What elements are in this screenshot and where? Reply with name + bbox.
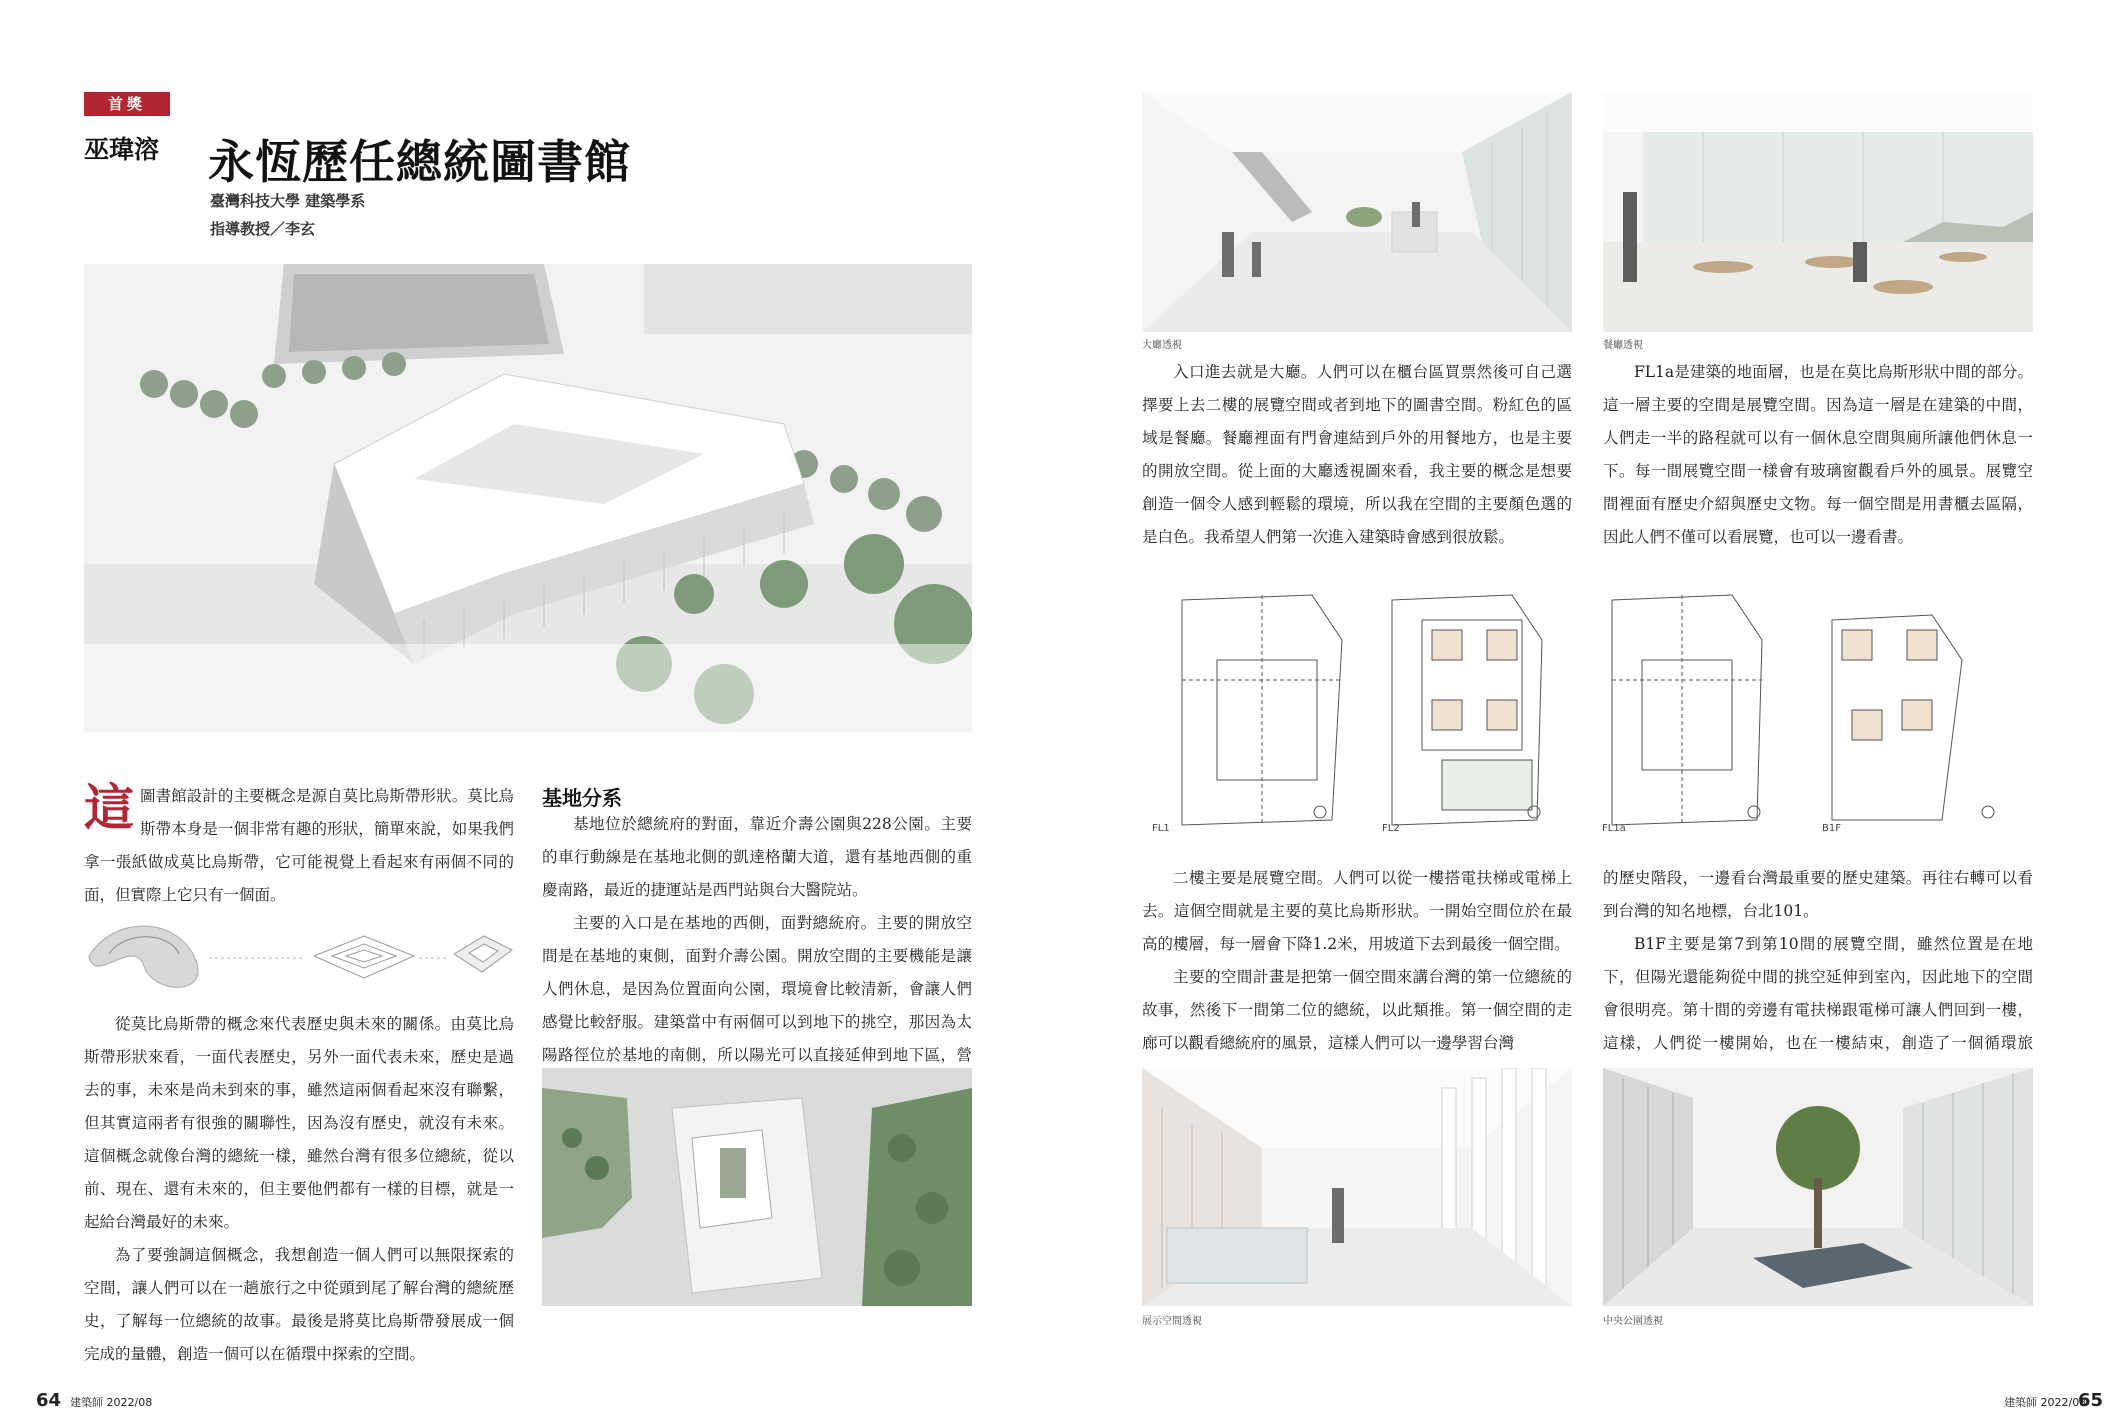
- dining-caption: 餐廳透視: [1603, 340, 1643, 351]
- award-badge: 首獎: [84, 92, 170, 116]
- author-name: 巫瑋溶: [84, 135, 160, 164]
- central-park-perspective-image: [1603, 1068, 2033, 1306]
- aerial-render-image: [84, 264, 972, 732]
- second-floor-paragraph-1: 二樓主要是展覽空間。人們可以從一樓搭電扶梯或電梯上去。這個空間就是主要的莫比烏斯形狀。一開始空間位於在最高的樓層，每一層會下降1.2米，用坡道下去到最後一個空間。: [1142, 869, 1572, 953]
- site-section-heading: 基地分系: [542, 786, 622, 810]
- lobby-caption: 大廳透視: [1142, 340, 1182, 351]
- advisor-line: 指導教授／李玄: [210, 220, 316, 238]
- intro-text-block-2: [84, 1008, 514, 1371]
- mobius-concept-diagram: [84, 916, 514, 998]
- exhibition-perspective-image: [1142, 1068, 1572, 1306]
- plan-label-fl1a: FL1a: [1602, 823, 1626, 834]
- fl1a-paragraph: FL1a是建築的地面層，也是在莫比烏斯形狀中間的部分。這一層主要的空間是展覽空間。因為這一層是在建築的中間，人們走一半的路程就可以有一個休息空間與廁所讓他們休息一下。每一間展覽空間一樣會有玻璃窗觀看戶外的風景。展覽空間裡面有歷史介紹與歷史文物。每一個空間是用書櫃去區隔，因此人們不僅可以看展覽，也可以一邊看書。: [1603, 363, 2033, 546]
- lobby-paragraph: 入口進去就是大廳。人們可以在櫃台區買票然後可自己選擇要上去二樓的展覽空間或者到地下的圖書空間。粉紅色的區域是餐廳。餐廳裡面有門會連結到戶外的用餐地方，也是主要的開放空間。從上面的大廳透視圖來看，我主要的概念是想要創造一個令人感到輕鬆的環境，所以我在空間的主要顏色選的是白色。我希望人們第一次進入建築時會感到很放鬆。: [1142, 363, 1572, 546]
- dining-perspective-image: [1603, 92, 2033, 332]
- site-text-block: [542, 808, 972, 1105]
- intro-text-block: [84, 780, 514, 912]
- site-paragraph-1: 基地位於總統府的對面，靠近介壽公園與228公園。主要的車行動線是在基地北側的凱達格蘭大道，還有基地西側的重慶南路，最近的捷運站是西門站與台大醫院站。: [542, 815, 972, 899]
- article-title: 永恆歷任總統圖書館: [208, 135, 631, 189]
- lobby-text-block: [1142, 356, 1572, 554]
- site-plan-image: [542, 1068, 972, 1306]
- intro-paragraph-3: 為了要強調這個概念，我想創造一個人們可以無限探索的空間，讓人們可以在一趟旅行之中從頭到尾了解台灣的總統歷史，了解每一位總統的故事。最後是將莫比烏斯帶發展成一個完成的量體，創造一個可以在循環中探索的空間。: [84, 1246, 514, 1363]
- intro-paragraph-2: 從莫比烏斯帶的概念來代表歷史與未來的關係。由莫比烏斯帶形狀來看，一面代表歷史，另外一面代表未來，歷史是過去的事，未來是尚未到來的事，雖然這兩個看起來沒有聯繫，但其實這兩者有很強的關聯性，因為沒有歷史，就沒有未來。這個概念就像台灣的總統一樣，雖然台灣有很多位總統，從以前、現在、還有未來的，但主要他們都有一樣的目標，就是一起給台灣最好的未來。: [84, 1015, 514, 1231]
- floor-plans-diagram: [1142, 580, 2033, 842]
- left-magazine-info: 建築師 2022/08: [70, 1396, 153, 1409]
- site-paragraph-2: 主要的入口是在基地的西側，面對總統府。主要的開放空間是在基地的東側，面對介壽公園。開放空間的主要機能是讓人們休息，是因為位置面向公園，環境會比較清新，會讓人們感覺比較舒服。建築當中有兩個可以到地下的挑空，那因為太陽路徑位於基地的南側，所以陽光可以直接延伸到地下區，營: [542, 914, 972, 1064]
- lobby-perspective-image: [1142, 92, 1572, 332]
- plan-label-fl2: FL2: [1382, 823, 1400, 834]
- right-magazine-info: 建築師 2022/08: [2004, 1396, 2087, 1409]
- dropcap-letter: 這: [84, 778, 134, 837]
- right-page-number: 65: [2078, 1390, 2104, 1411]
- second-floor-paragraph-2: 主要的空間計畫是把第一個空間來講台灣的第一位總統的故事，然後下一間第二位的總統，以此類推。第一個空間的走廊可以觀看總統府的風景，這樣人們可以一邊學習台灣: [1142, 968, 1572, 1052]
- b1f-paragraph-1: 的歷史階段，一邊看台灣最重要的歷史建築。再往右轉可以看到台灣的知名地標，台北101。: [1603, 869, 2033, 920]
- left-page-number: 64: [36, 1390, 62, 1411]
- b1f-text-block: [1603, 862, 2033, 1093]
- exhibition-caption: 展示空間透視: [1142, 1316, 1202, 1327]
- second-floor-text-block: [1142, 862, 1572, 1060]
- plan-label-b1f: B1F: [1822, 823, 1841, 834]
- plan-label-fl1: FL1: [1152, 823, 1170, 834]
- intro-paragraph-1: 圖書館設計的主要概念是源自莫比烏斯帶形狀。莫比烏斯帶本身是一個非常有趣的形狀，簡單來說，如果我們拿一張紙做成莫比烏斯帶，它可能視覺上看起來有兩個不同的面，但實際上它只有一個面。: [84, 787, 514, 904]
- school-line: 臺灣科技大學 建築學系: [210, 192, 366, 210]
- b1f-paragraph-2: B1F主要是第7到第10間的展覽空間，雖然位置是在地下，但陽光還能夠從中間的挑空延伸到室內，因此地下的空間會很明亮。第十間的旁邊有電扶梯跟電梯可讓人們回到一樓，這樣，人們從一樓開始，也在一樓結束，創造了一個循環旅: [1603, 935, 2033, 1052]
- fl1a-text-block: [1603, 356, 2033, 554]
- central-park-caption: 中央公園透視: [1603, 1316, 1663, 1327]
